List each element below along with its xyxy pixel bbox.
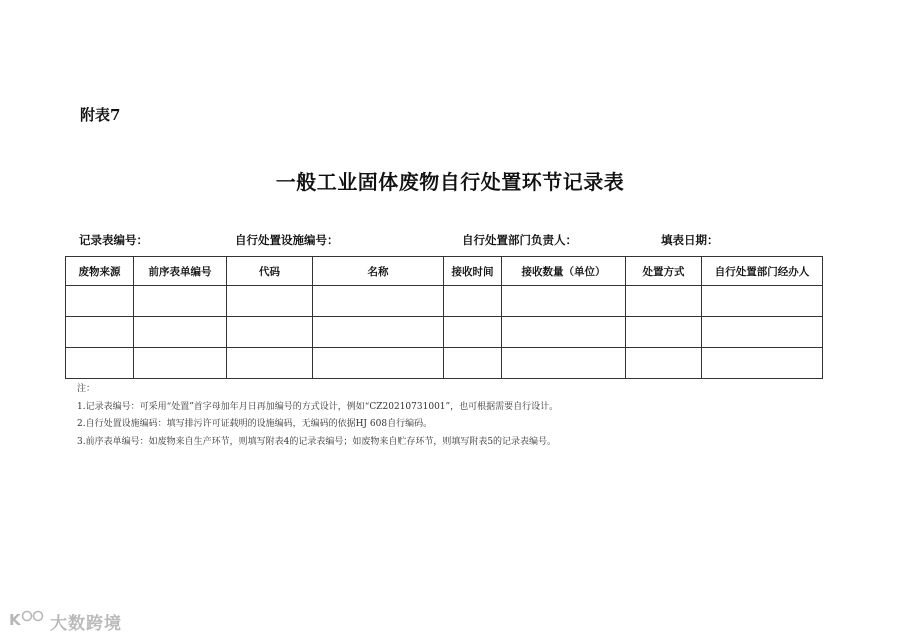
fill-date-label: 填表日期： (661, 233, 719, 247)
table-row (66, 317, 823, 348)
appendix-label: 附表7 (80, 106, 121, 124)
column-header: 废物来源 (66, 257, 134, 286)
table-cell (66, 348, 134, 379)
table-cell (66, 286, 134, 317)
table-row (66, 348, 823, 379)
column-header: 处置方式 (626, 257, 702, 286)
record-table (65, 256, 823, 379)
brand-logo-icon (8, 608, 46, 635)
facility-code-label: 自行处置设施编号： (235, 233, 339, 247)
table-cell (626, 348, 702, 379)
table-cell (66, 317, 134, 348)
table-cell (626, 317, 702, 348)
table-cell (313, 317, 444, 348)
table-cell (227, 348, 313, 379)
table-cell (227, 286, 313, 317)
note-item: 1.记录表编号：可采用“处置”首字母加年月日再加编号的方式设计，例如“CZ20210731001”，也可根据需要自行设计。 (77, 401, 559, 412)
column-header: 接收数量（单位） (502, 257, 626, 286)
notes-heading: 注： (77, 384, 96, 394)
record-number-label: 记录表编号： (79, 233, 148, 247)
table-cell (502, 286, 626, 317)
notes-section (77, 381, 558, 451)
note-item: 3.前序表单编号：如废物来自生产环节，则填写附表4的记录表编号；如废物来自贮存环节，则填写附表5的记录表编号。 (77, 436, 557, 447)
column-header: 名称 (313, 257, 444, 286)
watermark-text: 大数跨境 (50, 614, 122, 634)
table-cell (134, 286, 227, 317)
table-cell (702, 348, 823, 379)
column-header: 自行处置部门经办人 (702, 257, 823, 286)
table-row (66, 286, 823, 317)
table-cell (313, 348, 444, 379)
document-title: 一般工业固体废物自行处置环节记录表 (275, 170, 625, 194)
watermark (8, 608, 122, 635)
column-header: 接收时间 (444, 257, 502, 286)
table-cell (313, 286, 444, 317)
table-cell (444, 317, 502, 348)
svg-text:K: K (9, 611, 21, 629)
table-cell (502, 317, 626, 348)
table-cell (227, 317, 313, 348)
note-item: 2.自行处置设施编码：填写排污许可证载明的设施编码，无编码的依据HJ 608自行编码。 (77, 419, 433, 429)
table-cell (626, 286, 702, 317)
table-cell (702, 317, 823, 348)
table-cell (702, 286, 823, 317)
column-header: 前序表单编号 (134, 257, 227, 286)
column-header: 代码 (227, 257, 313, 286)
table-cell (444, 348, 502, 379)
table-cell (444, 286, 502, 317)
table-header-row (66, 257, 823, 286)
table-cell (134, 348, 227, 379)
table-cell (134, 317, 227, 348)
table-cell (502, 348, 626, 379)
department-head-label: 自行处置部门负责人： (462, 233, 577, 247)
